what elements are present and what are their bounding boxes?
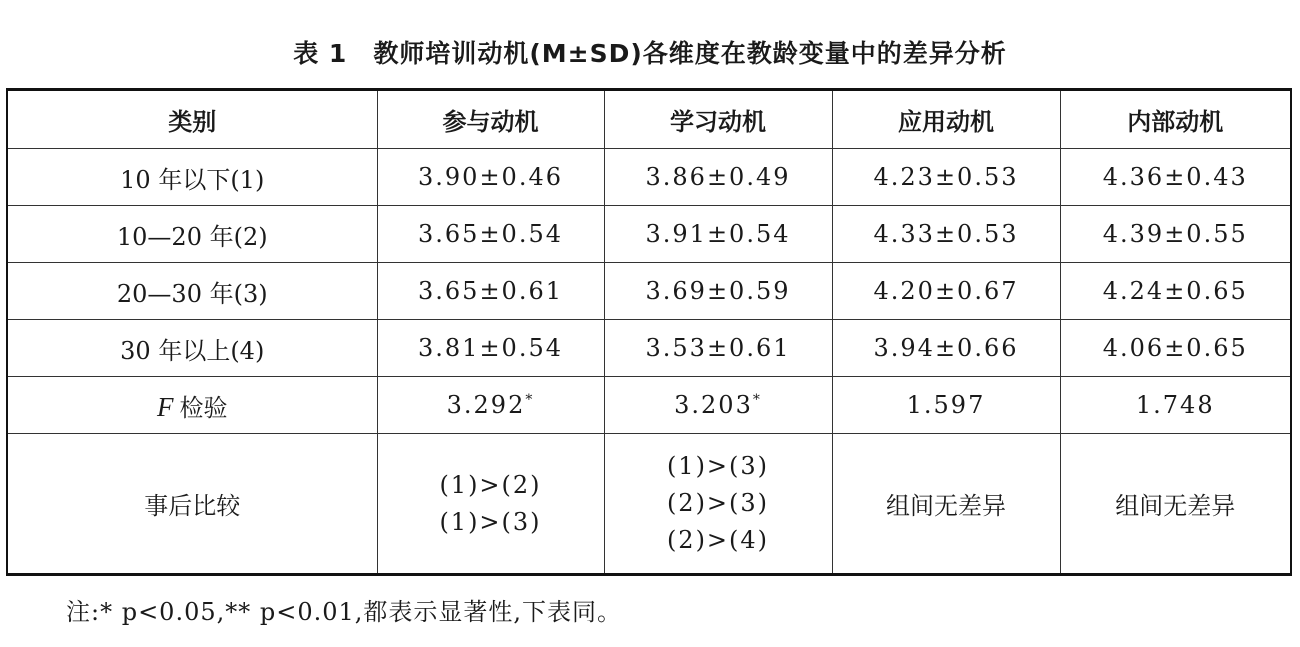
- f-value-cell: 1.597: [832, 377, 1060, 434]
- comparison: (1)>(2): [439, 470, 542, 499]
- table-cell: 4.06±0.65: [1060, 320, 1291, 377]
- row-category: 30 年以上(4): [7, 320, 377, 377]
- f-test-row: [7, 377, 1291, 434]
- table-cell: 3.65±0.61: [377, 263, 604, 320]
- column-header: 学习动机: [604, 90, 832, 149]
- table-cell: 4.33±0.53: [832, 206, 1060, 263]
- f-symbol: F: [157, 391, 174, 422]
- table-cell: 4.39±0.55: [1060, 206, 1291, 263]
- table-cell: 3.86±0.49: [604, 149, 832, 206]
- table-row: [7, 149, 1291, 206]
- comparison: (2)>(4): [666, 526, 770, 554]
- f-value: 3.203: [674, 391, 753, 419]
- comparison: (2)>(3): [666, 489, 770, 517]
- table-note: 注:* p<0.05,** p<0.01,都表示显著性,下表同。: [66, 598, 623, 626]
- table-cell: 4.23±0.53: [832, 149, 1060, 206]
- table-cell: 3.53±0.61: [604, 320, 832, 377]
- column-header: 应用动机: [832, 90, 1060, 149]
- table-row: [7, 206, 1291, 263]
- table-cell: 4.36±0.43: [1060, 149, 1291, 206]
- row-category: 10—20 年(2): [7, 206, 377, 263]
- table-cell: 3.65±0.54: [377, 206, 604, 263]
- f-value: 3.292: [446, 391, 526, 419]
- column-header: 参与动机: [377, 90, 604, 149]
- comparison: (1)>(3): [439, 507, 542, 536]
- comparison: (1)>(3): [666, 452, 770, 480]
- significance-star: *: [752, 392, 762, 408]
- header-row: [7, 90, 1291, 149]
- table-row: [7, 263, 1291, 320]
- row-category: 20—30 年(3): [7, 263, 377, 320]
- f-value-cell: [377, 377, 604, 434]
- column-header: 内部动机: [1060, 90, 1291, 149]
- significance-star: *: [525, 392, 535, 408]
- table-cell: 4.20±0.67: [832, 263, 1060, 320]
- post-hoc-row: [7, 434, 1291, 575]
- post-hoc-cell: 组间无差异: [1060, 434, 1291, 575]
- f-test-text: 检验: [179, 393, 228, 422]
- post-hoc-label: 事后比较: [7, 434, 377, 575]
- table-caption: [0, 34, 1300, 70]
- table-cell: 3.91±0.54: [604, 206, 832, 263]
- f-test-label: [7, 377, 377, 434]
- table-cell: 3.69±0.59: [604, 263, 832, 320]
- f-value-cell: 1.748: [1060, 377, 1291, 434]
- table-title: 教师培训动机(M±SD)各维度在教龄变量中的差异分析: [373, 39, 1007, 68]
- f-value-cell: [604, 377, 832, 434]
- column-header: 类别: [7, 90, 377, 149]
- table-cell: 3.94±0.66: [832, 320, 1060, 377]
- table-cell: 4.24±0.65: [1060, 263, 1291, 320]
- table-cell: 3.81±0.54: [377, 320, 604, 377]
- post-hoc-cell: 组间无差异: [832, 434, 1060, 575]
- table-cell: 3.90±0.46: [377, 149, 604, 206]
- table-number: 表 1: [293, 39, 348, 68]
- table-row: [7, 320, 1291, 377]
- data-table: [6, 88, 1292, 576]
- row-category: 10 年以下(1): [7, 149, 377, 206]
- post-hoc-cell: [604, 434, 832, 575]
- post-hoc-cell: [377, 434, 604, 575]
